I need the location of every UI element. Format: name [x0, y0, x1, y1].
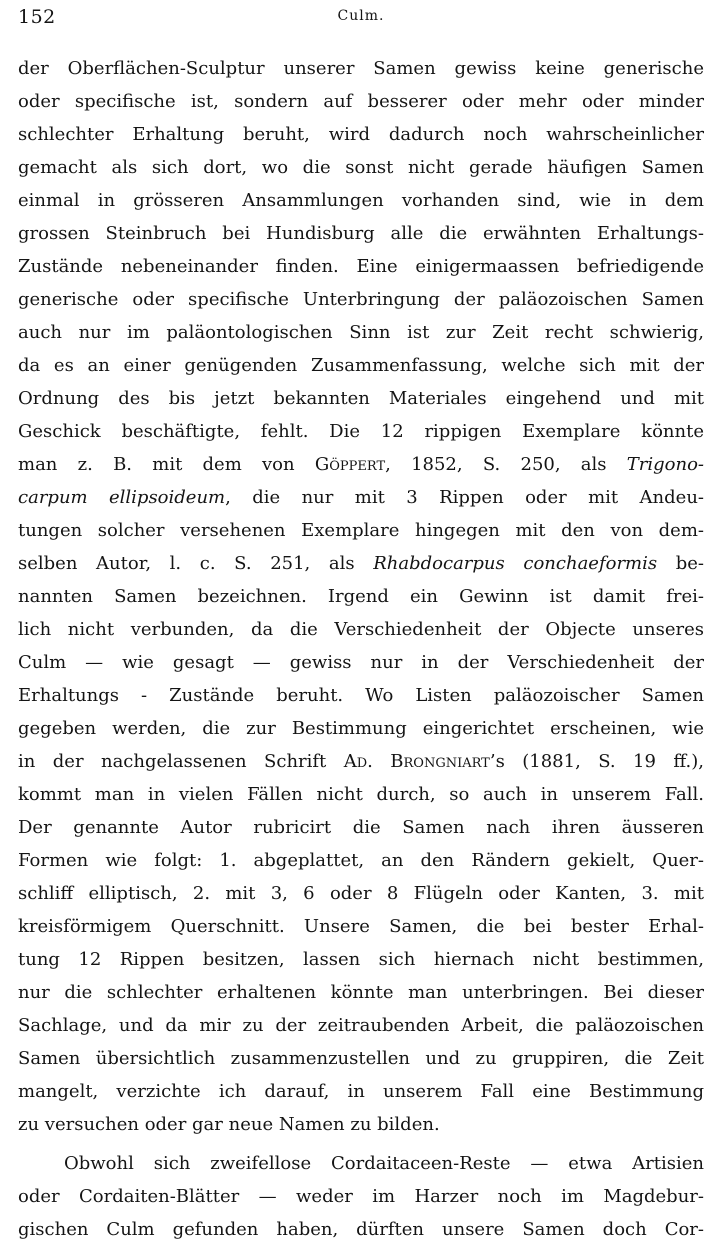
text-line: [18, 679, 704, 712]
text-line: [18, 1009, 704, 1042]
text-segment: Ordnung des bis jetzt bekannten Materiales eingehend und mit: [18, 388, 704, 409]
text-segment: Zustände nebeneinander finden. Eine einigermaassen befriedigende: [18, 256, 704, 277]
text-line: [18, 1075, 704, 1108]
text-segment: Culm — wie gesagt — gewiss nur in der Verschiedenheit der: [18, 652, 704, 673]
text-line: [18, 976, 704, 1009]
text-line: [18, 250, 704, 283]
text-line: [18, 910, 704, 943]
text-line: [18, 283, 704, 316]
taxon-name: Trigono-: [626, 454, 704, 475]
text-line: [18, 52, 704, 85]
text-line: [18, 943, 704, 976]
author-name: Ad. Brongniart: [343, 751, 490, 772]
page-number: 152: [18, 6, 56, 28]
text-segment: lich nicht verbunden, da die Verschiedenheit der Objecte unseres: [18, 619, 704, 640]
text-segment: , die nur mit 3 Rippen oder mit Andeu-: [225, 487, 704, 508]
text-line: [18, 217, 704, 250]
text-line: [18, 844, 704, 877]
text-line: [18, 481, 704, 514]
text-segment: gemacht als sich dort, wo die sonst nicht gerade häufigen Samen: [18, 157, 704, 178]
text-segment: kommt man in vielen Fällen nicht durch, so auch in unserem Fall.: [18, 784, 704, 805]
running-title: Culm.: [337, 8, 385, 24]
text-line: [18, 877, 704, 910]
text-line: [18, 1108, 704, 1141]
text-segment: nur die schlechter erhaltenen könnte man unterbringen. Bei dieser: [18, 982, 704, 1003]
text-line: [18, 349, 704, 382]
text-segment: gegeben werden, die zur Bestimmung eingerichtet erscheinen, wie: [18, 718, 704, 739]
text-line: [18, 646, 704, 679]
text-line: [18, 151, 704, 184]
text-segment: mangelt, verzichte ich darauf, in unserem Fall eine Bestimmung: [18, 1081, 704, 1102]
text-line: [18, 1180, 704, 1213]
text-line: [18, 613, 704, 646]
text-line: [18, 514, 704, 547]
text-line: [18, 448, 704, 481]
text-segment: Samen übersichtlich zusammenzustellen und zu gruppiren, die Zeit: [18, 1048, 704, 1069]
text-segment: Erhaltungs - Zustände beruht. Wo Listen paläozoischer Samen: [18, 685, 704, 706]
text-line: [18, 382, 704, 415]
text-line: [18, 547, 704, 580]
text-line: [18, 778, 704, 811]
text-segment: kreisförmigem Querschnitt. Unsere Samen, die bei bester Erhal-: [18, 916, 704, 937]
text-segment: Sachlage, und da mir zu der zeitraubenden Arbeit, die paläozoischen: [18, 1015, 704, 1036]
text-segment: da es an einer genügenden Zusammenfassung, welche sich mit der: [18, 355, 704, 376]
text-segment: oder Cordaiten-Blätter — weder im Harzer noch im Magdebur-: [18, 1186, 704, 1207]
text-segment: generische oder specifische Unterbringung der paläozoischen Samen: [18, 289, 704, 310]
author-name: Göppert: [314, 454, 386, 475]
taxon-name: Rhabdocarpus conchaeformis: [373, 553, 658, 574]
text-segment: gischen Culm gefunden haben, dürften unsere Samen doch Cor-: [18, 1219, 704, 1240]
text-segment: zu versuchen oder gar neue Namen zu bilden.: [18, 1114, 440, 1135]
text-line: [18, 85, 704, 118]
text-segment: man z. B. mit dem von: [18, 454, 315, 475]
text-line: [18, 1042, 704, 1075]
text-segment: in der nachgelassenen Schrift: [18, 751, 344, 772]
text-line: [18, 1147, 704, 1180]
text-segment: tung 12 Rippen besitzen, lassen sich hiernach nicht bestimmen,: [18, 949, 704, 970]
text-line: [18, 316, 704, 349]
text-segment: , 1852, S. 250, als: [385, 454, 627, 475]
text-segment: schlechter Erhaltung beruht, wird dadurch noch wahrscheinlicher: [18, 124, 704, 145]
paragraph: [18, 52, 704, 1141]
text-segment: ’s (1881, S. 19 ff.),: [489, 751, 704, 772]
text-segment: Der genannte Autor rubricirt die Samen nach ihren äusseren: [18, 817, 704, 838]
text-line: [18, 1213, 704, 1246]
paragraph: [18, 1147, 704, 1246]
text-segment: oder specifische ist, sondern auf besserer oder mehr oder minder: [18, 91, 704, 112]
text-segment: tungen solcher versehenen Exemplare hingegen mit den von dem-: [18, 520, 704, 541]
text-segment: Geschick beschäftigte, fehlt. Die 12 rippigen Exemplare könnte: [18, 421, 704, 442]
page-header: [18, 6, 704, 34]
text-line: [18, 811, 704, 844]
text-segment: nannten Samen bezeichnen. Irgend ein Gewinn ist damit frei-: [18, 586, 704, 607]
text-segment: selben Autor, l. c. S. 251, als: [18, 553, 374, 574]
text-line: [18, 712, 704, 745]
text-segment: Formen wie folgt: 1. abgeplattet, an den Rändern gekielt, Quer-: [18, 850, 704, 871]
text-segment: auch nur im paläontologischen Sinn ist zur Zeit recht schwierig,: [18, 322, 704, 343]
text-line: [18, 745, 704, 778]
text-line: [18, 184, 704, 217]
text-segment: einmal in grösseren Ansammlungen vorhanden sind, wie in dem: [18, 190, 704, 211]
text-line: [18, 118, 704, 151]
text-line: [18, 415, 704, 448]
text-segment: Obwohl sich zweifellose Cordaitaceen-Reste — etwa Artisien: [64, 1153, 704, 1174]
body-text: [18, 52, 704, 1246]
text-line: [18, 580, 704, 613]
taxon-name: carpum ellipsoideum: [18, 487, 226, 508]
text-segment: be-: [657, 553, 704, 574]
text-segment: der Oberflächen-Sculptur unserer Samen gewiss keine generische: [18, 58, 704, 79]
text-segment: grossen Steinbruch bei Hundisburg alle die erwähnten Erhaltungs-: [18, 223, 704, 244]
text-segment: schliff elliptisch, 2. mit 3, 6 oder 8 Flügeln oder Kanten, 3. mit: [18, 883, 704, 904]
